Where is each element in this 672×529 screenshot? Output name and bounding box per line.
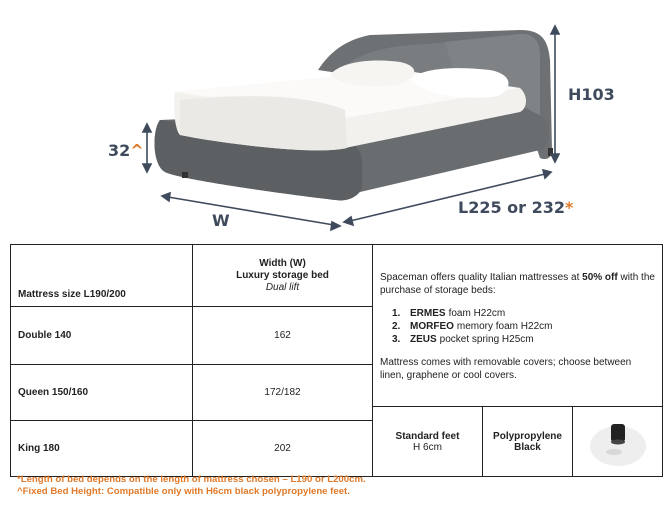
covers-note: Mattress comes with removable covers; choose between linen, graphene or cool covers. xyxy=(380,357,632,381)
spec-table xyxy=(10,244,663,477)
feet-footnote: ^Fixed Bed Height: Compatible only with H6cm black polypropylene feet. xyxy=(17,486,350,497)
width-double: 162 xyxy=(193,307,373,365)
width-king: 202 xyxy=(193,421,373,477)
width-queen: 172/182 xyxy=(193,365,373,421)
size-double: Double 140 xyxy=(11,307,193,365)
mattress-list-item: 2. MORFEO memory foam H22cm xyxy=(392,321,553,332)
feet-material-cell: Polypropylene Black xyxy=(483,407,573,477)
height-dimension-label: H103 xyxy=(568,85,615,104)
mattress-offer-cell xyxy=(373,245,663,407)
mattress-size-header: Mattress size L190/200 xyxy=(11,245,193,307)
length-dimension-label: L225 or 232* xyxy=(458,198,574,217)
mattress-list xyxy=(380,307,655,346)
foot-height-dimension-label: 32^ xyxy=(108,141,144,160)
foot-image-cell xyxy=(573,407,663,477)
mattress-list-item: 1. ERMES foam H22cm xyxy=(392,308,506,319)
standard-feet-cell: Standard feet H 6cm xyxy=(373,407,483,477)
width-column-header: Width (W) Luxury storage bed Dual lift xyxy=(193,245,373,307)
length-footnote: *Length of bed depends on the length of mattress chosen – L190 or L200cm. xyxy=(17,474,366,485)
offer-intro: Spaceman offers quality Italian mattresses at 50% off with the purchase of storage beds: xyxy=(380,272,655,296)
size-queen: Queen 150/160 xyxy=(11,365,193,421)
footnotes xyxy=(17,474,667,498)
width-dimension-label: W xyxy=(212,211,230,230)
mattress-list-item: 3. ZEUS pocket spring H25cm xyxy=(392,334,534,345)
foot-image xyxy=(586,414,650,466)
size-king: King 180 xyxy=(11,421,193,477)
